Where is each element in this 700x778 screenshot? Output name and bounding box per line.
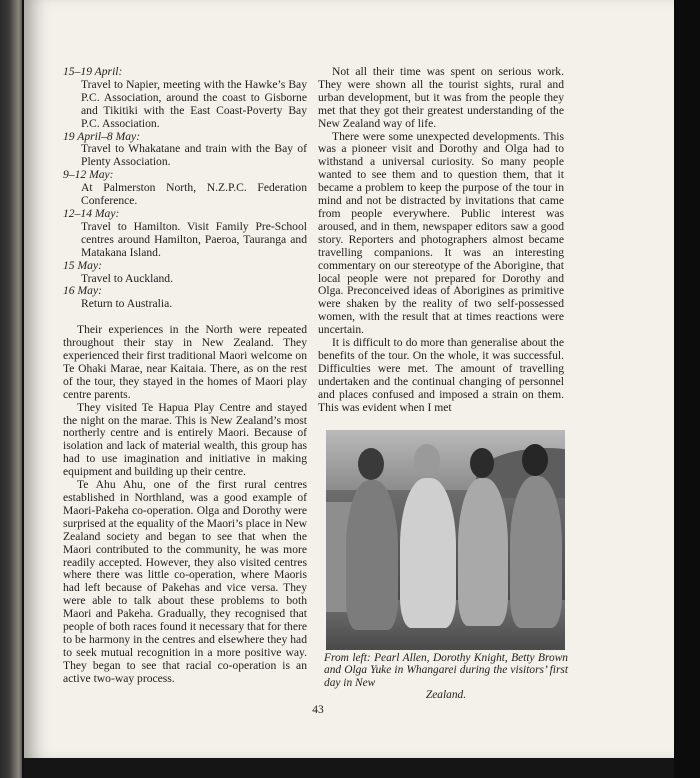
schedule-date: 9–12 May: bbox=[63, 168, 114, 182]
schedule-date: 16 May: bbox=[63, 284, 102, 298]
body-paragraph: They visited Te Hapua Play Centre and stayed the night on the marae. This is New Zealand’s most northerly centre and is entirely Maori. Because of isolation and lack of material wealth, this group has had to use imagination and initiative in making equipment and building up their centre. bbox=[63, 400, 307, 479]
schedule-date: 15–19 April: bbox=[63, 65, 123, 78]
schedule-description: Travel to Napier, meeting with the Hawke’s Bay P.C. Association, around the coast to Gisborne and Tikitiki with the East Coast-Poverty Bay P.C. Association. bbox=[81, 77, 307, 130]
page-number: 43 bbox=[312, 704, 324, 716]
left-column bbox=[63, 66, 307, 686]
schedule-description: Return to Australia. bbox=[81, 297, 173, 311]
photo-woman-4 bbox=[510, 476, 562, 628]
scan-bottom-margin bbox=[24, 758, 674, 778]
scan-right-margin bbox=[674, 0, 700, 778]
body-paragraph: Their experiences in the North were repeated throughout their stay in New Zealand. They experienced their first traditional Maori welcome on Te Ohaki Marae, near Kaitaia. There, as on the rest of the tour, they stayed in the homes of Maori play centre parents. bbox=[63, 323, 307, 401]
photo-woman-3 bbox=[458, 478, 508, 626]
book-spine-edge bbox=[0, 0, 22, 778]
caption-text: From left: Pearl Allen, Dorothy Knight, Betty Brown and Olga Yuke in Whangarei during the visitors’ first day in New bbox=[324, 652, 568, 689]
photo-head-1 bbox=[358, 448, 384, 480]
body-paragraph: It is difficult to do more than generalise about the benefits of the tour. On the whole, it was successful. Difficulties were met. The amount of travelling undertaken and the continual changing of personnel and places confused and imposed a strain on them. This was evident when I met bbox=[318, 336, 564, 414]
schedule-date: 19 April–8 May: bbox=[63, 129, 141, 143]
photo-head-3 bbox=[470, 448, 494, 478]
photo-caption bbox=[324, 652, 568, 702]
schedule-description: Travel to Auckland. bbox=[81, 271, 173, 285]
right-column bbox=[318, 66, 564, 414]
photo-woman-1 bbox=[346, 480, 398, 630]
schedule-description: Travel to Whakatane and train with the Bay of Plenty Association. bbox=[81, 142, 307, 169]
schedule-date: 12–14 May: bbox=[63, 206, 120, 220]
caption-last-line: Zealand. bbox=[425, 689, 467, 702]
schedule-date: 15 May: bbox=[63, 258, 102, 272]
tour-schedule bbox=[63, 66, 307, 311]
body-paragraph: Not all their time was spent on serious work. They were shown all the tourist sights, rural and urban development, but it was from the people they met that they got their greatest understanding of the New Zealand way of life. bbox=[318, 65, 564, 130]
schedule-description: Travel to Hamilton. Visit Family Pre-School centres around Hamilton, Paeroa, Tauranga and Matakana Island. bbox=[81, 219, 307, 259]
schedule-description: At Palmerston North, N.Z.P.C. Federation Conference. bbox=[81, 181, 307, 208]
body-paragraph: Te Ahu Ahu, one of the first rural centres established in Northland, was a good example of Maori-Pakeha co-operation. Olga and Dorothy were surprised at the equality of the Maori’s place in New Zealand society and began to see that when the Maori contributed to the community, he was more readily accepted. However, they also visited centres where there was little co-operation, where Maoris had left because of Pakehas and vice versa. They were able to talk about these problems to both Maori and Pakeha. Gradually, they recognised that people of both races found it necessary that for there to be harmony in the centres and elsewhere they had to seek mutual recognition in a more positive way. They began to see that racial co-operation is an active two-way process. bbox=[63, 478, 307, 685]
group-photograph bbox=[326, 430, 565, 650]
body-paragraph: There were some unexpected developments. This was a pioneer visit and Dorothy and Olga had to withstand a universal curiosity. So many people wanted to see them and to question them, that it became a problem to keep the purpose of the tour in mind and not be distracted by invitations that came from people everywhere. Public interest was aroused, and in them, newspaper editors saw a good story. Reporters and photographers almost became travelling companions. It was an interesting commentary on our stereotype of the Aborigine, that local people were not prepared for Dorothy and Olga. Preconceived ideas of Aborigines as primitive were shaken by the reality of two self-possessed women, with the result that at times reactions were uncertain. bbox=[318, 129, 564, 337]
photo-head-2 bbox=[414, 444, 440, 476]
photo-woman-2 bbox=[400, 478, 456, 628]
photo-head-4 bbox=[522, 444, 548, 476]
